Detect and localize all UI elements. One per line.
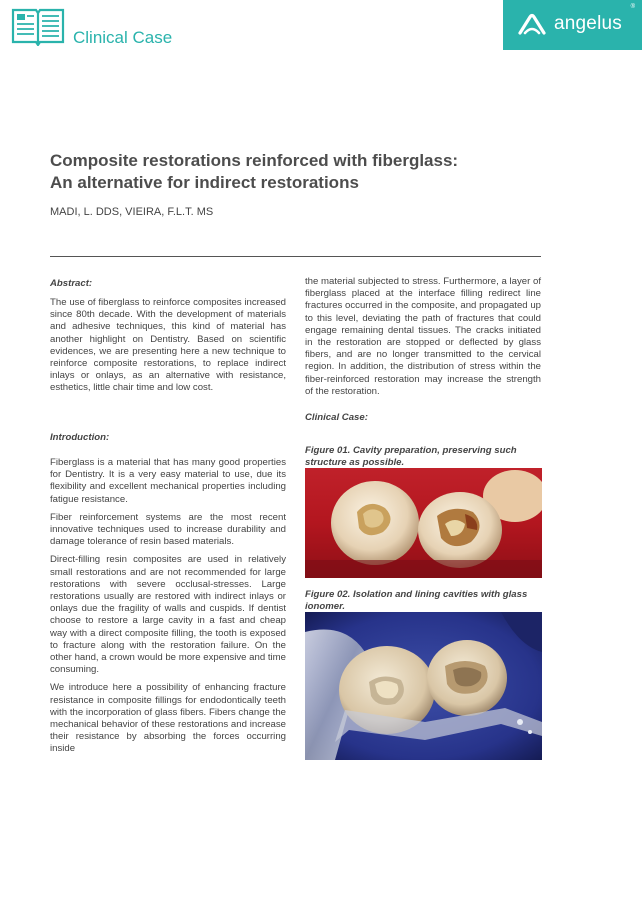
- intro-paragraph: Fiberglass is a material that has many good properties for Dentistry. It is a very easy material to use, due its flexibility and excellent mechanical properties including fatigue resistance.: [50, 457, 286, 505]
- introduction-heading: Introduction:: [50, 432, 110, 443]
- intro-paragraph: We introduce here a possibility of enhancing fracture resistance in composite fillings for endodontically teeth with the incorporation of glass fibers. Fibers change the mechanical behavior of these restorations and increase their resistance by absorbing the forces occurring inside: [50, 682, 286, 755]
- title-line-1: Composite restorations reinforced with fiberglass:: [50, 151, 459, 170]
- brand-name: angelus: [554, 13, 622, 34]
- brand-logo: [503, 0, 642, 50]
- clinical-case-heading: Clinical Case:: [305, 412, 368, 423]
- book-icon: [10, 4, 66, 46]
- introduction-continuation: the material subjected to stress. Furthermore, a layer of fiberglass placed at the interface filling redirect line fractures occurred in the composite, and propagated up to this level, deviating the path of fractures that could engage remaining dental tissues. The cracks initiated in the restoration are stopped or deflected by glass fibers, and are no longer transmitted to the cervical region. In addition, the distribution of stress within the fiber-reinforced restoration may increase the strength of the restoration.: [305, 276, 541, 397]
- abstract-text: The use of fiberglass to reinforce composites increased since 80th decade. With the development of materials and adhesive techniques, this kind of material has another highlight on Dentistry. Based on scientific evidences, we are presenting here a new technique to reinforce composite restorations, to replace indirect inlays or onlays, as an alternative with resistance, esthetics, little chair time and low cost.: [50, 297, 286, 394]
- title-line-2: An alternative for indirect restorations: [50, 173, 359, 192]
- divider: [50, 256, 541, 257]
- registered-mark: ®: [630, 4, 635, 10]
- author-line: MADI, L. DDS, VIEIRA, F.L.T. MS: [50, 206, 214, 218]
- figure-1-caption: Figure 01. Cavity preparation, preserving such structure as possible.: [305, 445, 517, 468]
- introduction-body: [50, 457, 286, 762]
- logo-mark-icon: [516, 13, 548, 37]
- figure-2-photo: [305, 612, 542, 760]
- abstract-heading: Abstract:: [50, 278, 93, 289]
- figure-2-caption: Figure 02. Isolation and lining cavities with glass ionomer.: [305, 589, 528, 612]
- intro-paragraph: Fiber reinforcement systems are the most recent innovative techniques used to increase durability and damage tolerance of resin based materials.: [50, 511, 286, 548]
- article-title: [50, 150, 550, 194]
- intro-paragraph: Direct-filling resin composites are used in relatively small restorations and are not recommended for large restorations with severe occlusal-stresses. Large restorations usually are restored with indirect inlays or onlays due the fragility of walls and cuspids. If dentist choose to restore a large cavity in a fast and cheap way with a direct composite filling, the tooth is exposed to fracture along with the restoration failure. On the other hand, a crown would be more expensive and time consuming.: [50, 554, 286, 676]
- figure-1-photo: [305, 468, 542, 578]
- section-label: Clinical Case: [73, 28, 173, 47]
